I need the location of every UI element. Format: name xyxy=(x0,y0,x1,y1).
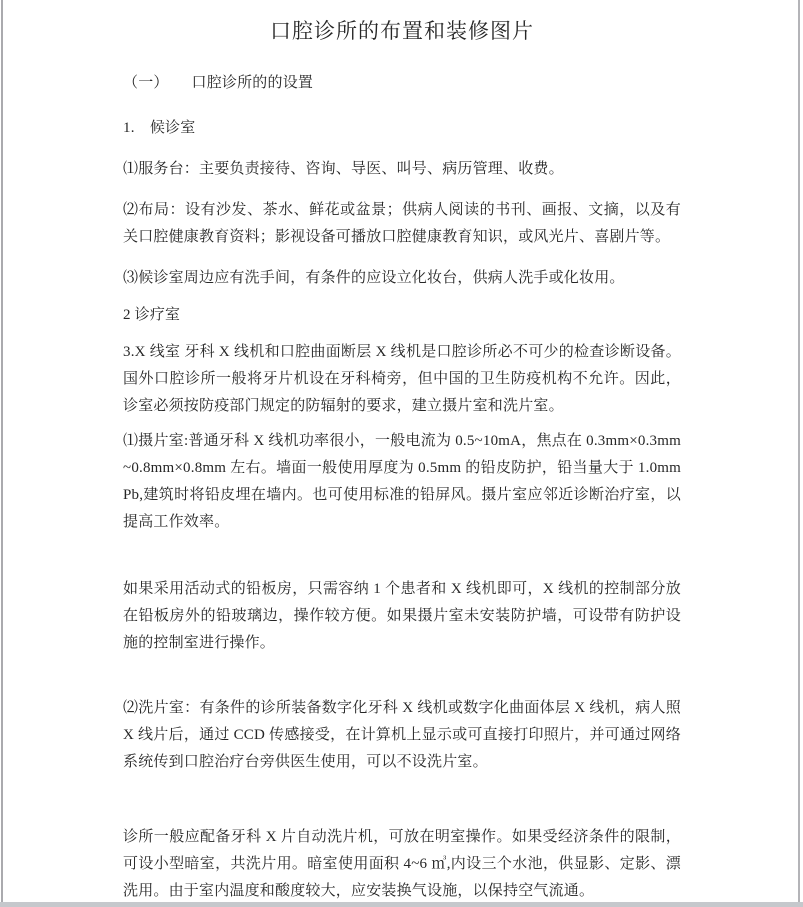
para-waiting-room-layout: ⑵布局：设有沙发、茶水、鲜花或盆景；供病人阅读的书刊、画报、文摘，以及有关口腔健康教育资料；影视设备可播放口腔健康教育知识，或风光片、喜剧片等。 xyxy=(123,202,681,245)
para-filming-room: ⑴摄片室:普通牙科 X 线机功率很小，一般电流为 0.5~10mA，焦点在 0.3mm×0.3mm~0.8mm×0.8mm 左右。墙面一般使用厚度为 0.5mm 的铅皮防护，铅当量大于 1.0mmPb,建筑时将铅皮埋在墙内。也可使用标准的铅屏风。摄片室应邻近诊断治疗室，以提高工作效率。 xyxy=(123,433,681,530)
para-washroom: ⑶候诊室周边应有洗手间，有条件的应设立化妆台，供病人洗手或化妆用。 xyxy=(123,270,625,286)
page-right-border xyxy=(798,0,800,907)
section-heading-1: （一） 口腔诊所的的设置 xyxy=(123,75,314,91)
document-title: 口腔诊所的布置和装修图片 xyxy=(270,19,534,43)
document-body xyxy=(123,0,681,905)
para-xray-room: 3.X 线室 牙科 X 线机和口腔曲面断层 X 线机是口腔诊所必不可少的检查诊断设备。国外口腔诊所一般将牙片机设在牙科椅旁，但中国的卫生防疫机构不允许。因此，诊室必须按防疫部门规定的防辐射的要求，建立摄片室和洗片室。 xyxy=(123,344,681,414)
para-auto-film-processor: 诊所一般应配备牙科 X 片自动洗片机，可放在明室操作。如果受经济条件的限制，可设小型暗室，共洗片用。暗室使用面积 4~6 ㎥,内设三个水池，供显影、定影、漂洗用。由于室内温度和酸度较大，应安装换气设施，以保持空气流通。 xyxy=(123,829,681,899)
para-service-desk: ⑴服务台：主要负责接待、咨询、导医、叫号、病历管理、收费。 xyxy=(123,161,564,177)
bottom-scrollbar[interactable] xyxy=(0,902,803,907)
heading-waiting-room: 1. 候诊室 xyxy=(123,120,196,136)
heading-treatment-room: 2 诊疗室 xyxy=(123,307,181,323)
para-film-developing-room: ⑵洗片室：有条件的诊所装备数字化牙科 X 线机或数字化曲面体层 X 线机，病人照 X 线片后，通过 CCD 传感接受，在计算机上显示或可直接打印照片，并可通过网络系统传到口腔治疗台旁供医生使用，可以不设洗片室。 xyxy=(123,700,681,770)
page-left-border xyxy=(1,0,3,907)
para-lead-booth: 如果采用活动式的铅板房，只需容纳 1 个患者和 X 线机即可，X 线机的控制部分放在铅板房外的铅玻璃边，操作较方便。如果摄片室未安装防护墙，可设带有防护设施的控制室进行操作。 xyxy=(123,581,681,651)
